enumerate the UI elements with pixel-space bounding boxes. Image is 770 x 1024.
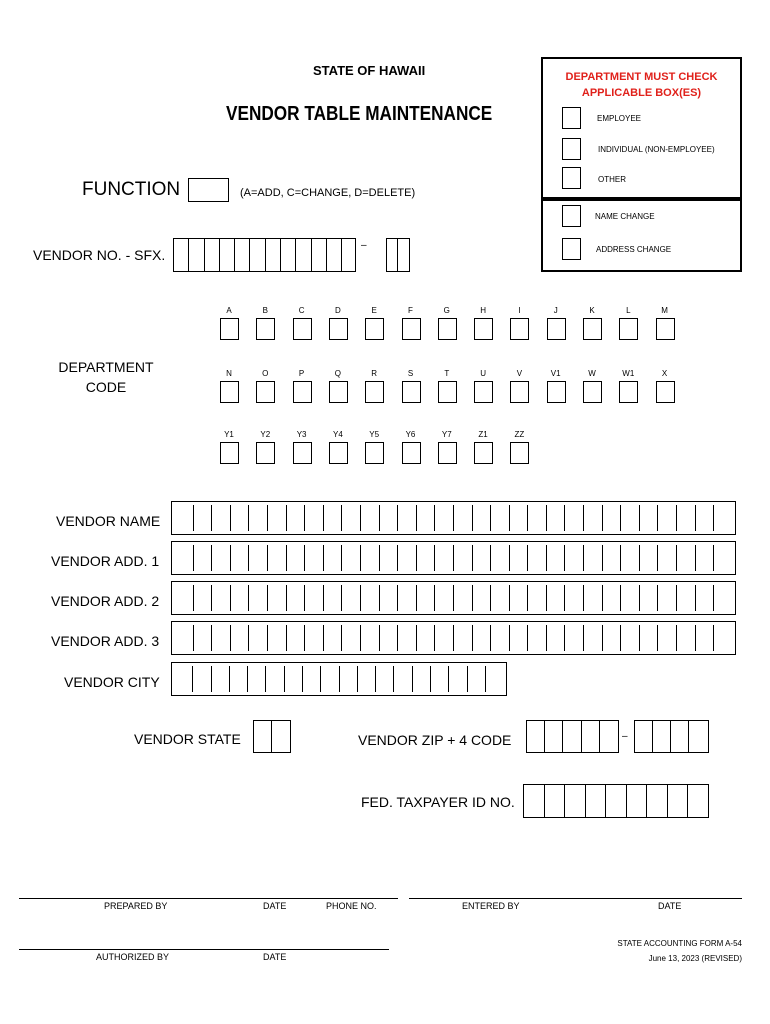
char-cell[interactable] — [453, 545, 472, 571]
dept-code-checkbox-d[interactable] — [329, 318, 348, 340]
char-cell[interactable] — [286, 625, 305, 651]
dept-code-label-j: J — [553, 306, 558, 315]
char-cell[interactable] — [416, 585, 435, 611]
char-cell[interactable] — [323, 505, 342, 531]
char-cell[interactable] — [416, 545, 435, 571]
dept-code-checkbox-u[interactable] — [474, 381, 493, 403]
vendor-state-input[interactable] — [253, 720, 291, 753]
function-input[interactable] — [188, 178, 229, 202]
vendor-add3-input[interactable] — [171, 621, 736, 655]
dept-code-label-y6: Y6 — [405, 430, 416, 439]
dept-code-checkbox-y4[interactable] — [329, 442, 348, 464]
char-cell[interactable] — [175, 666, 192, 692]
char-cell[interactable] — [286, 585, 305, 611]
date-label-2: DATE — [658, 901, 682, 911]
char-cell[interactable] — [193, 585, 212, 611]
vendor-add2-label: VENDOR ADD. 2 — [51, 593, 160, 609]
vendor-add2-input[interactable] — [171, 581, 736, 615]
char-cell[interactable] — [247, 666, 265, 692]
char-cell[interactable] — [230, 545, 249, 571]
vendor-no-input[interactable] — [173, 238, 356, 272]
vendor-add1-label: VENDOR ADD. 1 — [51, 553, 160, 569]
char-cell[interactable] — [509, 625, 528, 651]
vendor-no-dash: – — [361, 240, 367, 251]
char-cell[interactable] — [657, 505, 676, 531]
individual-label: INDIVIDUAL (NON-EMPLOYEE) — [598, 145, 715, 154]
char-cell[interactable] — [448, 666, 466, 692]
char-cell[interactable] — [339, 666, 357, 692]
char-cell[interactable] — [583, 545, 602, 571]
dept-code-checkbox-h[interactable] — [474, 318, 493, 340]
vendor-zip4-input[interactable] — [634, 720, 709, 753]
char-cell[interactable] — [360, 585, 379, 611]
dept-code-label-z1: Z1 — [478, 430, 488, 439]
department-code-line2: CODE — [85, 379, 127, 395]
vendor-state-label: VENDOR STATE — [134, 731, 241, 747]
char-cell[interactable] — [416, 625, 435, 651]
char-cell[interactable] — [248, 625, 267, 651]
form-revision: June 13, 2023 (REVISED) — [648, 954, 742, 963]
dept-code-checkbox-y6[interactable] — [402, 442, 421, 464]
vendor-city-input[interactable] — [171, 662, 507, 696]
entered-by-line[interactable] — [409, 898, 742, 899]
char-cell[interactable] — [695, 505, 714, 531]
char-cell[interactable] — [620, 505, 639, 531]
dept-code-checkbox-v[interactable] — [510, 381, 529, 403]
address-change-checkbox[interactable] — [562, 238, 581, 260]
char-cell[interactable] — [490, 625, 509, 651]
char-cell[interactable] — [485, 666, 503, 692]
char-cell[interactable] — [397, 625, 416, 651]
dept-code-checkbox-v1[interactable] — [547, 381, 566, 403]
department-check-heading-line2: APPLICABLE BOX(ES) — [581, 87, 702, 99]
char-cell[interactable] — [676, 585, 695, 611]
dept-code-checkbox-y2[interactable] — [256, 442, 275, 464]
dept-code-label-y2: Y2 — [260, 430, 271, 439]
fed-taxpayer-input[interactable] — [523, 784, 709, 818]
char-cell[interactable] — [304, 585, 323, 611]
char-cell[interactable] — [193, 545, 212, 571]
char-cell[interactable] — [360, 625, 379, 651]
char-cell[interactable] — [434, 625, 453, 651]
char-cell[interactable] — [192, 666, 210, 692]
dept-code-label-l: L — [626, 306, 631, 315]
function-label: FUNCTION — [82, 179, 181, 200]
char-cell[interactable] — [564, 585, 583, 611]
char-cell[interactable] — [175, 545, 193, 571]
char-cell[interactable] — [639, 505, 658, 531]
dept-code-checkbox-i[interactable] — [510, 318, 529, 340]
dept-code-label-r: R — [371, 369, 378, 378]
department-code-line1: DEPARTMENT — [58, 359, 154, 375]
char-cell[interactable] — [546, 625, 565, 651]
char-cell[interactable] — [583, 625, 602, 651]
char-cell[interactable] — [472, 545, 491, 571]
char-cell[interactable] — [657, 625, 676, 651]
dept-code-label-x: X — [661, 369, 668, 378]
dept-code-label-q: Q — [334, 369, 341, 378]
vendor-city-label: VENDOR CITY — [64, 674, 160, 690]
char-cell[interactable] — [360, 545, 379, 571]
char-cell[interactable] — [267, 505, 286, 531]
char-cell[interactable] — [379, 545, 398, 571]
char-cell[interactable] — [527, 505, 546, 531]
phone-label: PHONE NO. — [326, 901, 377, 911]
dept-code-label-b: B — [262, 306, 268, 315]
char-cell[interactable] — [248, 505, 267, 531]
dept-code-checkbox-y3[interactable] — [293, 442, 312, 464]
char-cell[interactable] — [434, 545, 453, 571]
dept-code-label-zz: ZZ — [514, 430, 525, 439]
fed-taxpayer-label: FED. TAXPAYER ID NO. — [361, 794, 515, 810]
char-cell[interactable] — [379, 585, 398, 611]
char-cell[interactable] — [695, 545, 714, 571]
char-cell[interactable] — [695, 625, 714, 651]
authorized-by-line[interactable] — [19, 949, 389, 950]
char-cell[interactable] — [657, 545, 676, 571]
dept-code-checkbox-e[interactable] — [365, 318, 384, 340]
dept-code-label-v1: V1 — [550, 369, 561, 378]
dept-code-label-c: C — [298, 306, 305, 315]
dept-code-checkbox-g[interactable] — [438, 318, 457, 340]
char-cell[interactable] — [230, 625, 249, 651]
char-cell[interactable] — [676, 625, 695, 651]
dept-code-checkbox-zz[interactable] — [510, 442, 529, 464]
char-cell[interactable] — [602, 585, 621, 611]
char-cell[interactable] — [490, 585, 509, 611]
dept-code-label-y3: Y3 — [296, 430, 307, 439]
char-cell[interactable] — [397, 545, 416, 571]
dept-code-checkbox-c[interactable] — [293, 318, 312, 340]
dept-code-checkbox-y1[interactable] — [220, 442, 239, 464]
char-cell[interactable] — [412, 666, 430, 692]
dept-code-checkbox-y7[interactable] — [438, 442, 457, 464]
char-cell[interactable] — [175, 505, 193, 531]
dept-code-checkbox-p[interactable] — [293, 381, 312, 403]
char-cell[interactable] — [416, 505, 435, 531]
authorized-by-label: AUTHORIZED BY — [96, 952, 170, 962]
char-cell[interactable] — [546, 505, 565, 531]
entered-by-label: ENTERED BY — [462, 901, 520, 911]
other-label: OTHER — [598, 175, 626, 184]
char-cell[interactable] — [676, 505, 695, 531]
dept-code-checkbox-l[interactable] — [619, 318, 638, 340]
vendor-add3-label: VENDOR ADD. 3 — [51, 633, 160, 649]
dept-code-label-h: H — [480, 306, 486, 315]
char-cell[interactable] — [467, 666, 485, 692]
dept-code-label-w: W — [588, 369, 596, 378]
dept-code-label-m: M — [661, 306, 668, 315]
char-cell[interactable] — [583, 585, 602, 611]
dept-code-checkbox-z1[interactable] — [474, 442, 493, 464]
char-cell[interactable] — [360, 505, 379, 531]
char-cell[interactable] — [341, 545, 360, 571]
dept-code-label-e: E — [371, 306, 377, 315]
char-cell[interactable] — [265, 666, 283, 692]
dept-code-checkbox-m[interactable] — [656, 318, 675, 340]
dept-code-label-d: D — [335, 306, 341, 315]
char-cell[interactable] — [286, 545, 305, 571]
dept-code-label-o: O — [262, 369, 269, 378]
vendor-zip-input[interactable] — [526, 720, 619, 753]
char-cell[interactable] — [620, 585, 639, 611]
char-cell[interactable] — [639, 625, 658, 651]
char-cell[interactable] — [304, 625, 323, 651]
prepared-by-line[interactable] — [19, 898, 398, 899]
dept-code-label-f: F — [408, 306, 413, 315]
char-cell[interactable] — [453, 505, 472, 531]
individual-checkbox[interactable] — [562, 138, 581, 160]
char-cell[interactable] — [639, 545, 658, 571]
char-cell[interactable] — [175, 585, 193, 611]
char-cell[interactable] — [546, 545, 565, 571]
char-cell[interactable] — [564, 505, 583, 531]
dept-code-checkbox-a[interactable] — [220, 318, 239, 340]
char-cell[interactable] — [639, 585, 658, 611]
char-cell[interactable] — [175, 625, 193, 651]
char-cell[interactable] — [211, 585, 230, 611]
char-cell[interactable] — [620, 545, 639, 571]
prepared-by-label: PREPARED BY — [104, 901, 168, 911]
char-cell[interactable] — [397, 585, 416, 611]
char-cell[interactable] — [620, 625, 639, 651]
char-cell[interactable] — [509, 585, 528, 611]
dept-code-checkbox-t[interactable] — [438, 381, 457, 403]
vendor-add1-input[interactable] — [171, 541, 736, 575]
dept-code-label-i: I — [518, 306, 521, 315]
dept-code-label-k: K — [589, 306, 595, 315]
name-change-checkbox[interactable] — [562, 205, 581, 227]
employee-checkbox[interactable] — [562, 107, 581, 129]
date-label-1: DATE — [263, 901, 287, 911]
char-cell[interactable] — [527, 625, 546, 651]
vendor-sfx-input[interactable] — [386, 238, 410, 272]
char-cell[interactable] — [341, 505, 360, 531]
dept-code-checkbox-f[interactable] — [402, 318, 421, 340]
char-cell[interactable] — [323, 585, 342, 611]
date-label-3: DATE — [263, 952, 287, 962]
char-cell[interactable] — [284, 666, 302, 692]
char-cell[interactable] — [602, 545, 621, 571]
char-cell[interactable] — [602, 505, 621, 531]
char-cell[interactable] — [211, 666, 229, 692]
char-cell[interactable] — [193, 625, 212, 651]
vendor-zip-label: VENDOR ZIP + 4 CODE — [358, 732, 512, 748]
dept-code-checkbox-s[interactable] — [402, 381, 421, 403]
char-cell[interactable] — [230, 505, 249, 531]
char-cell[interactable] — [490, 545, 509, 571]
char-cell[interactable] — [375, 666, 393, 692]
dept-code-label-v: V — [516, 369, 523, 378]
dept-code-checkbox-r[interactable] — [365, 381, 384, 403]
char-cell[interactable] — [564, 625, 583, 651]
char-cell[interactable] — [320, 666, 338, 692]
char-cell[interactable] — [341, 625, 360, 651]
dept-code-label-w1: W1 — [622, 369, 635, 378]
char-cell[interactable] — [193, 505, 212, 531]
dept-code-label-t: T — [444, 369, 450, 378]
char-cell[interactable] — [564, 545, 583, 571]
char-cell[interactable] — [267, 585, 286, 611]
char-cell[interactable] — [304, 505, 323, 531]
zip-dash: – — [622, 731, 628, 742]
char-cell[interactable] — [546, 585, 565, 611]
vendor-name-input[interactable] — [171, 501, 736, 535]
char-cell[interactable] — [602, 625, 621, 651]
dept-code-label-y5: Y5 — [369, 430, 380, 439]
char-cell[interactable] — [527, 545, 546, 571]
char-cell[interactable] — [211, 505, 230, 531]
dept-code-checkbox-x[interactable] — [656, 381, 675, 403]
char-cell[interactable] — [393, 666, 411, 692]
other-checkbox[interactable] — [562, 167, 581, 189]
dept-code-checkbox-b[interactable] — [256, 318, 275, 340]
dept-code-checkbox-n[interactable] — [220, 381, 239, 403]
char-cell[interactable] — [453, 585, 472, 611]
char-cell[interactable] — [304, 545, 323, 571]
char-cell[interactable] — [302, 666, 320, 692]
dept-code-checkbox-y5[interactable] — [365, 442, 384, 464]
char-cell[interactable] — [248, 585, 267, 611]
char-cell[interactable] — [379, 505, 398, 531]
char-cell[interactable] — [713, 545, 732, 571]
dept-code-checkbox-w[interactable] — [583, 381, 602, 403]
char-cell[interactable] — [211, 545, 230, 571]
char-cell[interactable] — [323, 625, 342, 651]
char-cell[interactable] — [434, 585, 453, 611]
char-cell[interactable] — [713, 585, 732, 611]
char-cell[interactable] — [490, 505, 509, 531]
char-cell[interactable] — [323, 545, 342, 571]
address-change-label: ADDRESS CHANGE — [596, 245, 672, 254]
char-cell[interactable] — [248, 545, 267, 571]
char-cell[interactable] — [676, 545, 695, 571]
char-cell[interactable] — [397, 505, 416, 531]
char-cell[interactable] — [286, 505, 305, 531]
char-cell[interactable] — [509, 505, 528, 531]
dept-code-label-y7: Y7 — [441, 430, 452, 439]
char-cell[interactable] — [357, 666, 375, 692]
dept-code-checkbox-q[interactable] — [329, 381, 348, 403]
page-title: VENDOR TABLE MAINTENANCE — [226, 103, 493, 125]
state-heading: STATE OF HAWAII — [313, 63, 426, 78]
name-change-label: NAME CHANGE — [595, 212, 655, 221]
char-cell[interactable] — [211, 625, 230, 651]
char-cell[interactable] — [341, 585, 360, 611]
char-cell[interactable] — [267, 545, 286, 571]
employee-label: EMPLOYEE — [597, 114, 642, 123]
dept-code-checkbox-o[interactable] — [256, 381, 275, 403]
char-cell[interactable] — [713, 505, 732, 531]
vendor-name-label: VENDOR NAME — [56, 513, 161, 529]
char-cell[interactable] — [229, 666, 247, 692]
char-cell[interactable] — [434, 505, 453, 531]
dept-code-label-y1: Y1 — [224, 430, 234, 439]
department-check-heading-line1: DEPARTMENT MUST CHECK — [565, 71, 718, 83]
char-cell[interactable] — [453, 625, 472, 651]
char-cell[interactable] — [472, 585, 491, 611]
char-cell[interactable] — [472, 625, 491, 651]
dept-code-label-s: S — [407, 369, 414, 378]
vendor-no-label: VENDOR NO. - SFX. — [33, 247, 166, 263]
char-cell[interactable] — [713, 625, 732, 651]
dept-code-label-p: P — [298, 369, 305, 378]
department-check-heading — [543, 69, 740, 101]
char-cell[interactable] — [657, 585, 676, 611]
dept-code-label-y4: Y4 — [332, 430, 343, 439]
dept-code-label-u: U — [480, 369, 486, 378]
dept-code-label-g: G — [443, 306, 450, 315]
char-cell[interactable] — [472, 505, 491, 531]
dept-code-checkbox-j[interactable] — [547, 318, 566, 340]
char-cell[interactable] — [379, 625, 398, 651]
char-cell[interactable] — [527, 585, 546, 611]
char-cell[interactable] — [509, 545, 528, 571]
dept-code-checkbox-k[interactable] — [583, 318, 602, 340]
char-cell[interactable] — [267, 625, 286, 651]
dept-code-label-a: A — [226, 306, 232, 315]
dept-code-label-n: N — [226, 369, 232, 378]
char-cell[interactable] — [430, 666, 448, 692]
char-cell[interactable] — [583, 505, 602, 531]
char-cell[interactable] — [695, 585, 714, 611]
function-hint: (A=ADD, C=CHANGE, D=DELETE) — [240, 187, 416, 199]
department-code-text — [50, 357, 162, 397]
char-cell[interactable] — [230, 585, 249, 611]
form-id: STATE ACCOUNTING FORM A-54 — [617, 939, 742, 948]
dept-code-checkbox-w1[interactable] — [619, 381, 638, 403]
